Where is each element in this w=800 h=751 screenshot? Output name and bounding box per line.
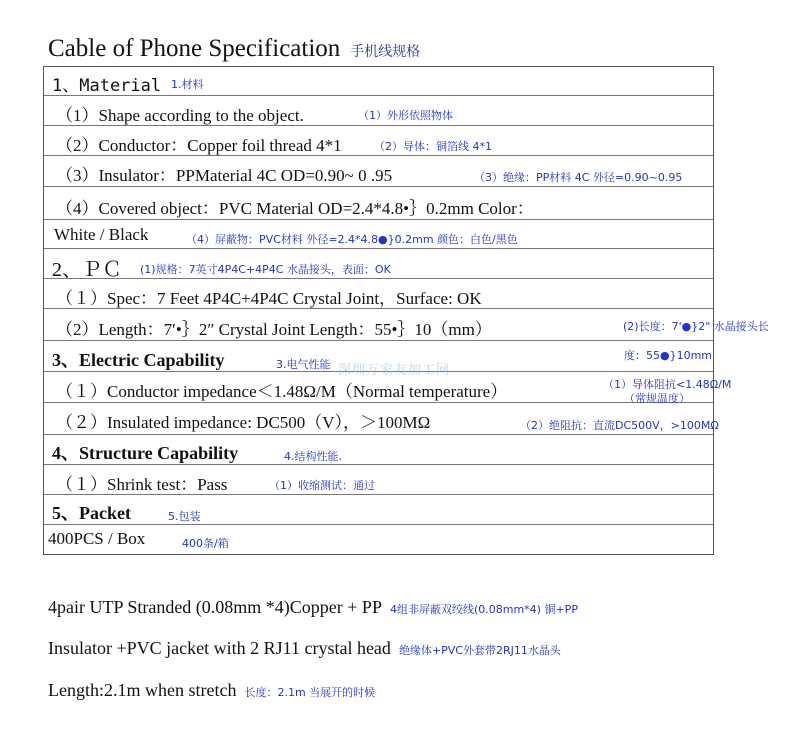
row-cn-cont: （常规温度）: [624, 392, 690, 405]
row-spec: [44, 279, 713, 309]
summary-line-1: [48, 597, 578, 618]
row-insulated-impedance: [44, 403, 719, 435]
row-cn: （2）导体：铜箔线 4*1: [374, 140, 492, 153]
row-packing: [44, 525, 713, 554]
row-en: 4、Structure Capability: [52, 443, 239, 463]
summary-en: Length:2.1m when stretch: [48, 680, 237, 700]
section-pc: [44, 249, 713, 279]
row-cn: （1）导体阻抗<1.48Ω/M: [603, 378, 732, 391]
row-en: White / Black: [54, 225, 149, 244]
row-en: （１）Shrink test：Pass: [56, 475, 228, 494]
row-en: 3、Electric Capability: [52, 350, 225, 370]
watermark: 深圳万家友加工网: [338, 363, 451, 378]
row-cn: （1）收缩测试：通过: [269, 479, 375, 492]
row-en: （1）Shape according to the object.: [56, 106, 304, 125]
row-cn: (2)长度：7'●}2" 水晶接头长: [623, 320, 769, 333]
summary-cn: 4组非屏蔽双绞线(0.08mm*4) 铜+PP: [389, 603, 578, 616]
row-color: [44, 220, 713, 249]
row-en: （4）Covered object：PVC Material OD=2.4*4.8•｝0.2mm Color：: [56, 199, 534, 218]
summary-en: 4pair UTP Stranded (0.08mm *4)Copper + PP: [48, 597, 382, 617]
row-shape: [44, 96, 713, 126]
row-cn: （4）屏蔽物：PVC材料 外径=2.4*4.8●}0.2mm 颜色：白色/黑色: [186, 233, 518, 246]
row-cn: 1.材料: [171, 78, 204, 91]
summary-line-2: [48, 638, 561, 659]
row-en: 400PCS / Box: [48, 529, 146, 548]
row-en: （２）Insulated impedance: DC500（V），＞100MΩ: [56, 413, 431, 432]
row-en: （2）Length：7′•｝2″ Crystal Joint Length：55•｝10（mm）: [56, 320, 492, 339]
title-cn: 手机线规格: [350, 44, 421, 60]
row-shrink-test: [44, 465, 713, 495]
row-cn: 3.电气性能: [276, 358, 331, 371]
row-en: 2、ＰＣ: [52, 259, 122, 281]
row-en: 5、Packet: [52, 503, 131, 523]
row-conductor: [44, 126, 713, 156]
row-cn: 5.包装: [168, 510, 201, 523]
row-cn: （2）绝阻抗：直流DC500V，>100MΩ: [520, 419, 719, 432]
summary-en: Insulator +PVC jacket with 2 RJ11 crystal head: [48, 638, 391, 658]
row-en: 1、Material: [52, 76, 162, 96]
section-structure: [44, 435, 713, 465]
row-en: （１）Spec：7 Feet 4P4C+4P4C Crystal Joint，Surface: OK: [56, 289, 482, 308]
row-cn: （3）绝缘：PP材料 4C 外径=0.90~0.95: [474, 171, 683, 184]
summary-cn: 长度：2.1m 当展开的时候: [244, 686, 376, 699]
row-cn: 400条/箱: [182, 537, 229, 550]
row-cn-cont: 度：55●}10mm: [624, 349, 713, 362]
row-covered-object: [44, 187, 713, 220]
row-insulator: [44, 156, 713, 187]
row-en: （１）Conductor impedance＜1.48Ω/M（Normal temperature）: [56, 382, 508, 401]
summary-line-3: [48, 680, 375, 701]
page-title: [48, 35, 420, 63]
row-en: （3）Insulator：PPMaterial 4C OD=0.90~ 0 .95: [56, 166, 393, 185]
row-cn: 4.结构性能.: [284, 450, 342, 463]
summary-cn: 绝缘体+PVC外套带2RJ11水晶头: [398, 644, 561, 657]
section-material: [44, 67, 713, 96]
row-en: （2）Conductor：Copper foil thread 4*1: [56, 136, 342, 155]
section-packet: [44, 495, 713, 525]
row-cn: (1)规格：7英寸4P4C+4P4C 水晶接头，表面：OK: [140, 263, 391, 276]
title-en: Cable of Phone Specification: [48, 35, 341, 62]
row-cn: （1）外形依照物体: [358, 109, 453, 122]
spec-table: [43, 66, 769, 555]
